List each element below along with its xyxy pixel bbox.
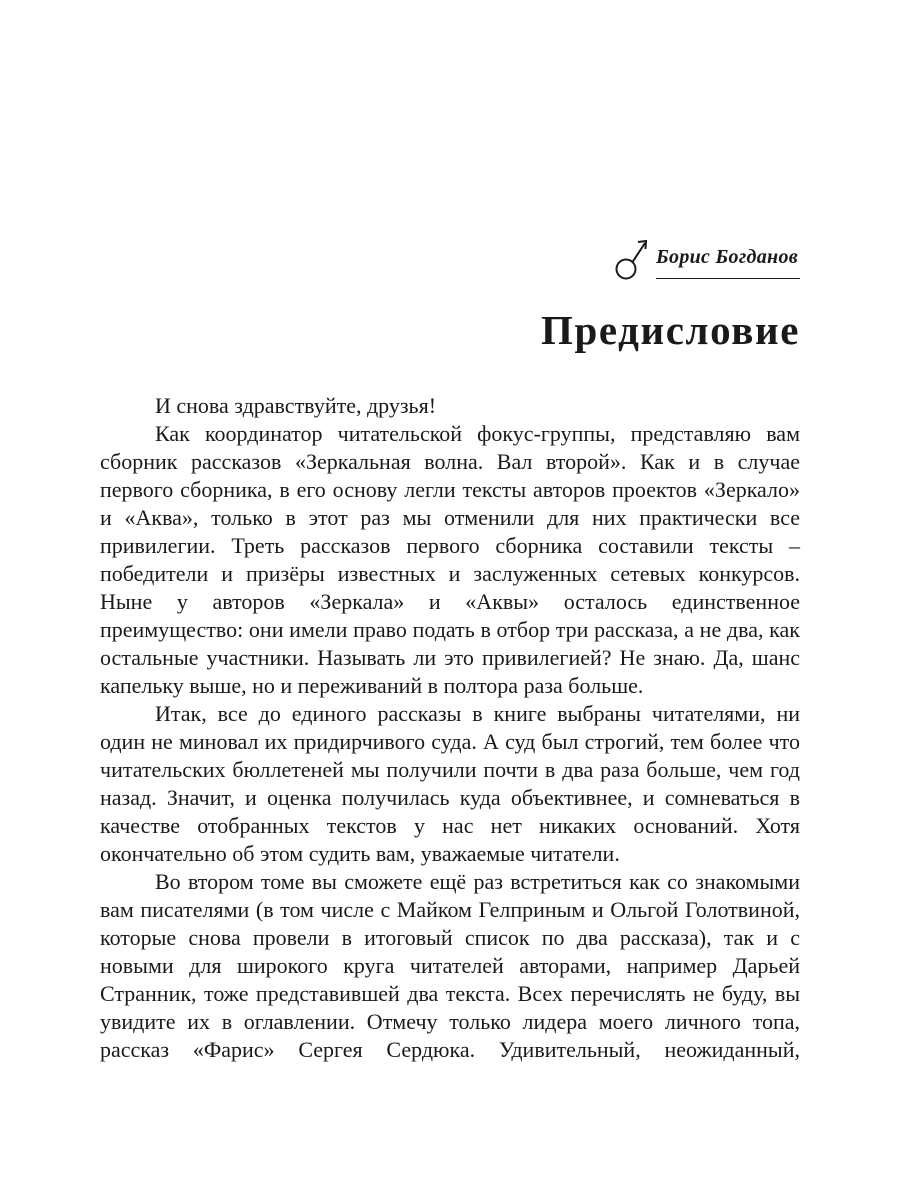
author-header bbox=[614, 232, 800, 282]
author-name: Борис Богданов bbox=[656, 246, 798, 268]
paragraph: Как координатор читательской фокус-группы, представляю вам сборник рассказов «Зеркальная волна. Вал второй». Как и в случае первого сборника, в его основу легли тексты авторов проектов «Зеркало» и «Аква», только в этот раз мы отменили для них практически все привилегии. Треть рассказов первого сборника составили тексты – победители и призёры известных и заслуженных сетевых конкурсов. Ныне у авторов «Зеркала» и «Аквы» осталось единственное преимущество: они имели право подать в отбор три рассказа, а не два, как остальные участники. Называть ли это привилегией? Не знаю. Да, шанс капельку выше, но и переживаний в полтора раза больше. bbox=[100, 421, 800, 698]
paragraph: Во втором томе вы сможете ещё раз встретиться как со знакомыми вам писателями (в том числе с Майком Гелприным и Ольгой Голотвиной, которые снова провели в итоговый список по два рассказа), так и с новыми для широкого круга читателей авторами, например Дарьей Странник, тоже представившей два текста. Всех перечислять не буду, вы увидите их в оглавлении. Отмечу только лидера моего личного топа, рассказ «Фарис» Сергея Сердюка. Удивительный, неожиданный, bbox=[100, 869, 800, 1062]
paragraph: Итак, все до единого рассказы в книге выбраны читателями, ни один не миновал их придирчивого суда. А суд был строгий, тем более что читательских бюллетеней мы получили почти в два раза больше, чем год назад. Значит, и оценка получилась куда объективнее, и сомневаться в качестве отобранных текстов у нас нет никаких оснований. Хотя окончательно об этом судить вам, уважаемые читатели. bbox=[100, 701, 800, 866]
male-symbol-icon bbox=[614, 236, 650, 282]
paragraph: И снова здравствуйте, друзья! bbox=[155, 393, 437, 418]
author-underline bbox=[656, 246, 800, 279]
body-text bbox=[100, 392, 800, 1064]
chapter-title: Предисловие bbox=[541, 307, 800, 353]
